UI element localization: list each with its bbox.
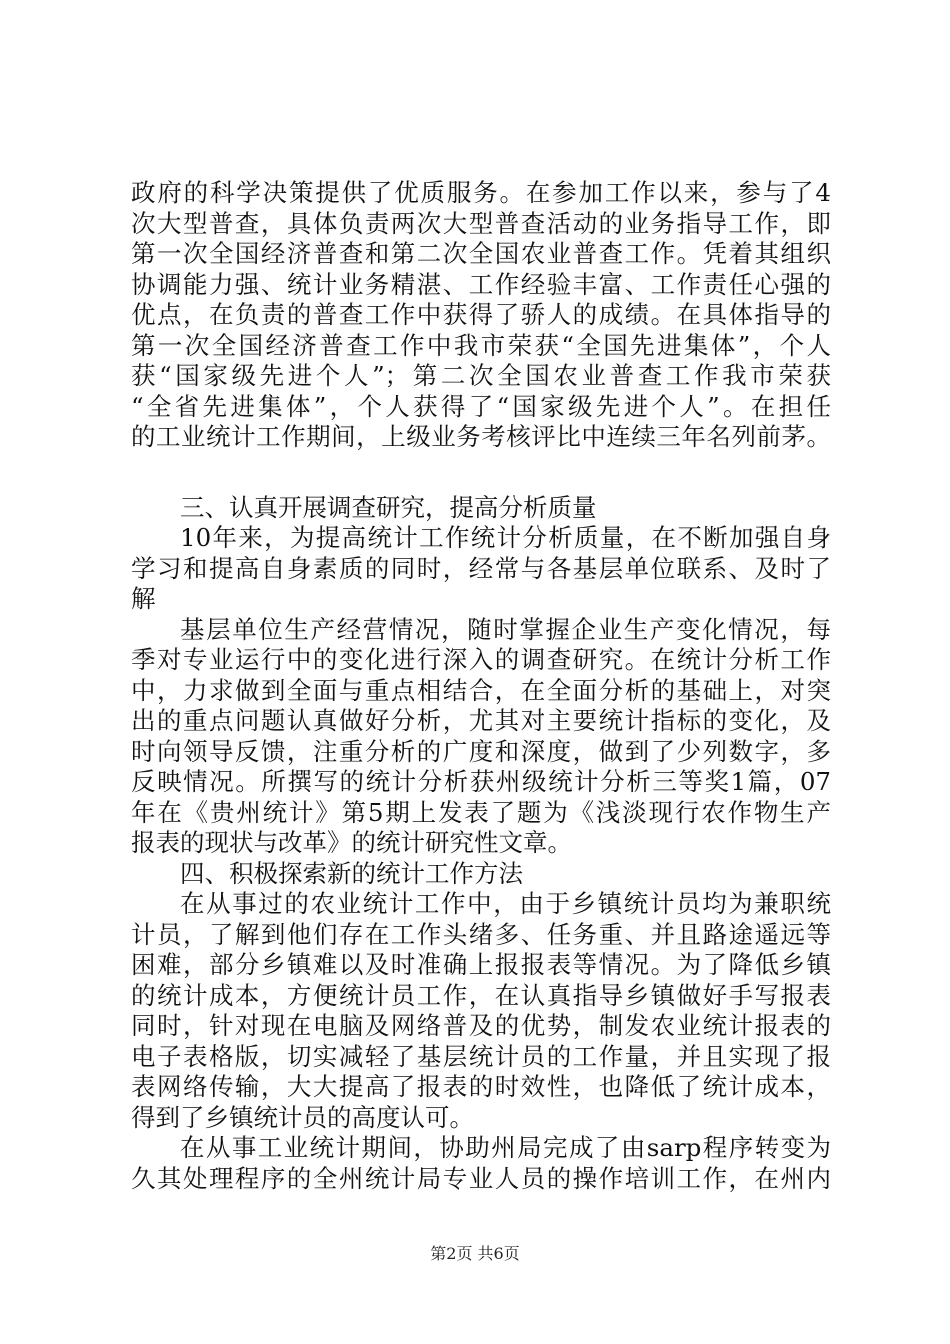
text-line: 报表的现状与改革》的统计研究性文章。 bbox=[131, 828, 572, 857]
paragraph-continuation bbox=[131, 178, 831, 453]
text-line: 久其处理程序的全州统计局专业人员的操作培训工作，在州内 bbox=[131, 1163, 831, 1193]
section-heading-4: 四、积极探索新的统计工作方法 bbox=[180, 858, 523, 888]
section-heading-3: 三、认真开展调查研究，提高分析质量 bbox=[180, 492, 597, 522]
text-line: 计员，了解到他们存在工作头绪多、任务重、并且路途遥远等 bbox=[131, 919, 831, 949]
text-line: 政府的科学决策提供了优质服务。在参加工作以来，参与了4 bbox=[131, 178, 831, 207]
text-line: 同时，针对现在电脑及网络普及的优势，制发农业统计报表的 bbox=[131, 1011, 831, 1040]
page-number-footer: 第2页 共6页 bbox=[430, 1244, 520, 1263]
paragraph-gap bbox=[131, 453, 831, 493]
paragraph-3b bbox=[131, 615, 831, 859]
text-line: 基层单位生产经营情况，随时掌握企业生产变化情况，每 bbox=[180, 614, 831, 644]
text-line: 的统计成本，方便统计员工作，在认真指导乡镇做好手写报表 bbox=[131, 980, 831, 1010]
text-line: 季对专业运行中的变化进行深入的调查研究。在统计分析工作 bbox=[131, 645, 831, 674]
text-line: 出的重点问题认真做好分析，尤其对主要统计指标的变化，及 bbox=[131, 706, 831, 735]
text-line: 得到了乡镇统计员的高度认可。 bbox=[131, 1102, 474, 1132]
text-line: 协调能力强、统计业务精湛、工作经验丰富、工作责任心强的 bbox=[131, 269, 831, 299]
text-line: 解 bbox=[131, 584, 156, 613]
text-line: 表网络传输，大大提高了报表的时效性，也降低了统计成本， bbox=[131, 1072, 831, 1101]
text-line: 电子表格版，切实减轻了基层统计员的工作量，并且实现了报 bbox=[131, 1041, 831, 1071]
text-line: 第一次全国经济普查工作中我市荣获“全国先进集体”，个人 bbox=[131, 330, 831, 360]
document-body bbox=[131, 178, 831, 1194]
paragraph-4a bbox=[131, 889, 831, 1133]
text-line: 获“国家级先进个人”；第二次全国农业普查工作我市荣获 bbox=[131, 361, 831, 390]
paragraph-4b bbox=[131, 1133, 831, 1194]
text-line: “全省先进集体”，个人获得了“国家级先进个人”。在担任 bbox=[131, 391, 831, 421]
text-line: 在从事工业统计期间，协助州局完成了由sarp程序转变为 bbox=[180, 1133, 831, 1162]
text-line: 年在《贵州统计》第5期上发表了题为《浅淡现行农作物生产 bbox=[131, 797, 831, 827]
text-line: 在从事过的农业统计工作中，由于乡镇统计员均为兼职统 bbox=[180, 889, 831, 918]
text-line: 的工业统计工作期间，上级业务考核评比中连续三年名列前茅。 bbox=[131, 422, 831, 451]
text-line: 学习和提高自身素质的同时，经常与各基层单位联系、及时了 bbox=[131, 553, 831, 583]
text-line: 困难，部分乡镇难以及时准确上报报表等情况。为了降低乡镇 bbox=[131, 950, 831, 979]
text-line: 次大型普查，具体负责两次大型普查活动的业务指导工作，即 bbox=[131, 208, 831, 238]
text-line: 反映情况。所撰写的统计分析获州级统计分析三等奖1篇，07 bbox=[131, 767, 831, 796]
text-line: 第一次全国经济普查和第二次全国农业普查工作。凭着其组织 bbox=[131, 239, 831, 268]
text-line: 优点，在负责的普查工作中获得了骄人的成绩。在具体指导的 bbox=[131, 300, 831, 329]
text-line: 中，力求做到全面与重点相结合，在全面分析的基础上，对突 bbox=[131, 675, 831, 705]
text-line: 时向领导反馈，注重分析的广度和深度，做到了少列数字，多 bbox=[131, 736, 831, 766]
paragraph-3a bbox=[131, 523, 831, 615]
text-line: 10年来，为提高统计工作统计分析质量，在不断加强自身 bbox=[180, 523, 831, 552]
